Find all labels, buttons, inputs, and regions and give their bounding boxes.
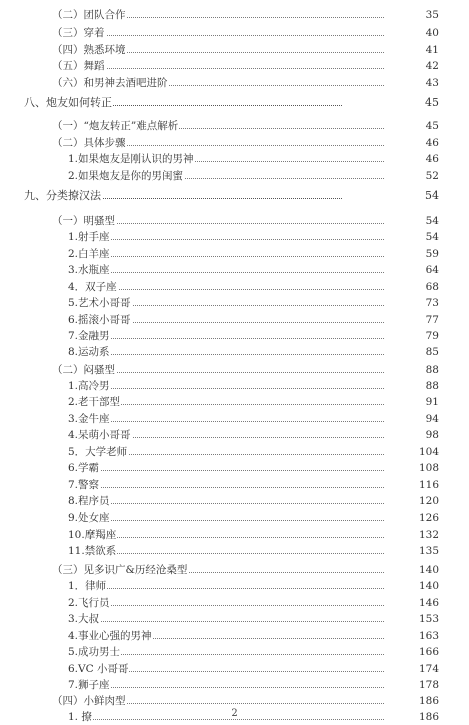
- toc-entry-title: 3.金牛座: [68, 413, 110, 425]
- toc-entry-title: （四）熟悉环境: [52, 44, 126, 56]
- toc-entry-page: 46: [425, 153, 439, 165]
- toc-entry[interactable]: [0, 312, 469, 328]
- toc-entry-page: 54: [425, 189, 439, 202]
- toc-entry-title: 2.飞行员: [68, 597, 110, 609]
- toc-leader-dots: [68, 470, 384, 471]
- toc-entry[interactable]: [0, 644, 469, 660]
- toc-entry[interactable]: [0, 151, 469, 167]
- toc-entry-title: 6.VC 小哥哥: [68, 663, 129, 675]
- toc-entry-page: 186: [418, 695, 439, 707]
- toc-entry[interactable]: [0, 493, 469, 509]
- toc-entry[interactable]: [0, 527, 469, 543]
- toc-entry-title: 八、炮友如何转正: [24, 96, 112, 109]
- toc-entry[interactable]: [0, 328, 469, 344]
- toc-entry-page: 79: [425, 330, 439, 342]
- toc-entry-page: 140: [418, 580, 439, 592]
- toc-entry[interactable]: [0, 460, 469, 476]
- toc-leader-dots: [68, 605, 384, 606]
- toc-entry-title: 9.处女座: [68, 512, 110, 524]
- toc-entry-page: 120: [418, 495, 439, 507]
- toc-entry-page: 91: [425, 396, 439, 408]
- toc-entry-title: （四）小鲜肉型: [52, 695, 126, 707]
- toc-entry[interactable]: [0, 611, 469, 627]
- toc-entry[interactable]: [0, 229, 469, 245]
- toc-entry-page: 132: [418, 529, 439, 541]
- toc-entry[interactable]: [0, 7, 469, 23]
- toc-entry-title: 8.运动系: [68, 346, 110, 358]
- toc-entry-page: 68: [425, 281, 439, 293]
- toc-entry-page: 54: [425, 215, 439, 227]
- toc-entry-page: 41: [425, 44, 439, 56]
- toc-entry-title: （六）和男神去酒吧进阶: [52, 77, 168, 89]
- toc-entry[interactable]: [0, 58, 469, 74]
- toc-entry[interactable]: [0, 378, 469, 394]
- toc-leader-dots: [68, 503, 384, 504]
- toc-entry-page: 174: [418, 663, 439, 675]
- toc-entry[interactable]: [0, 427, 469, 443]
- toc-entry[interactable]: [0, 118, 469, 134]
- toc-entry-title: 7.警察: [68, 479, 100, 491]
- toc-entry-page: 59: [425, 248, 439, 260]
- toc-entry[interactable]: [0, 578, 469, 594]
- toc-leader-dots: [68, 588, 384, 589]
- toc-entry-page: 77: [425, 314, 439, 326]
- toc-entry[interactable]: [0, 135, 469, 151]
- toc-leader-dots: [68, 621, 384, 622]
- toc-entry-page: 85: [425, 346, 439, 358]
- toc-entry-page: 64: [425, 264, 439, 276]
- toc-entry-title: 6.学霸: [68, 462, 100, 474]
- toc-entry-title: 1．律师: [68, 580, 107, 592]
- toc-entry[interactable]: [0, 677, 469, 693]
- toc-leader-dots: [68, 239, 384, 240]
- toc-entry-page: 45: [425, 96, 439, 109]
- toc-leader-dots: [68, 272, 384, 273]
- toc-entry-title: 7.金融男: [68, 330, 110, 342]
- toc-entry-page: 98: [425, 429, 439, 441]
- toc-entry[interactable]: [0, 75, 469, 91]
- toc-leader-dots: [68, 354, 384, 355]
- toc-entry-title: 4.事业心强的男神: [68, 630, 152, 642]
- toc-entry-page: 135: [418, 545, 439, 557]
- toc-entry-title: （三）穿着: [52, 27, 105, 39]
- toc-entry-page: 43: [425, 77, 439, 89]
- toc-entry-title: （五）舞蹈: [52, 60, 105, 72]
- toc-entry-title: 3.水瓶座: [68, 264, 110, 276]
- toc-entry-title: 5.成功男士: [68, 646, 121, 658]
- toc-leader-dots: [68, 520, 384, 521]
- toc-entry[interactable]: [0, 213, 469, 229]
- toc-entry-page: 88: [425, 380, 439, 392]
- toc-entry-page: 178: [418, 679, 439, 691]
- toc-entry-page: 73: [425, 297, 439, 309]
- toc-entry[interactable]: [0, 344, 469, 360]
- toc-entry[interactable]: [0, 168, 469, 184]
- toc-entry-title: （二）闷骚型: [52, 364, 115, 376]
- toc-entry-page: 104: [418, 446, 439, 458]
- toc-entry-title: 1.如果炮友是刚认识的男神: [68, 153, 194, 165]
- toc-entry-title: 4.呆萌小哥哥: [68, 429, 131, 441]
- toc-entry-page: 54: [425, 231, 439, 243]
- toc-entry-title: 10.摩羯座: [68, 529, 117, 541]
- toc-leader-dots: [68, 487, 384, 488]
- toc-entry-page: 42: [425, 60, 439, 72]
- toc-entry-page: 116: [418, 479, 439, 491]
- toc-entry-page: 153: [418, 613, 439, 625]
- toc-entry-title: （一）明骚型: [52, 215, 115, 227]
- toc-entry-title: （二）团队合作: [52, 9, 126, 21]
- toc-entry-title: 6.摇滚小哥哥: [68, 314, 131, 326]
- toc-entry-title: 2.如果炮友是你的男闺蜜: [68, 170, 184, 182]
- toc-entry[interactable]: [0, 246, 469, 262]
- toc-entry-title: 5．大学老师: [68, 446, 128, 458]
- toc-leader-dots: [68, 388, 384, 389]
- toc-entry[interactable]: [0, 661, 469, 677]
- toc-entry[interactable]: [0, 394, 469, 410]
- toc-leader-dots: [68, 338, 384, 339]
- toc-entry-page: 140: [418, 564, 439, 576]
- toc-entry-title: 1.高冷男: [68, 380, 110, 392]
- toc-entry[interactable]: [0, 595, 469, 611]
- toc-entry[interactable]: [0, 95, 469, 111]
- toc-entry[interactable]: [0, 295, 469, 311]
- toc-entry-title: 2.老干部型: [68, 396, 121, 408]
- toc-entry[interactable]: [0, 628, 469, 644]
- toc-entry-title: 11.禁欲系: [68, 545, 117, 557]
- toc-entry-title: 1. 撩: [68, 711, 92, 723]
- toc-entry[interactable]: [0, 279, 469, 295]
- toc-entry-title: 7.狮子座: [68, 679, 110, 691]
- page-number: 2: [231, 708, 238, 719]
- toc-entry-title: 1.射手座: [68, 231, 110, 243]
- toc-entry[interactable]: [0, 262, 469, 278]
- toc-entry-page: 126: [418, 512, 439, 524]
- toc-entry[interactable]: [0, 42, 469, 58]
- toc-entry-page: 40: [425, 27, 439, 39]
- toc-leader-dots: [68, 421, 384, 422]
- toc-entry-title: 8.程序员: [68, 495, 110, 507]
- toc-entry-title: （三）见多识广&历经沧桑型: [52, 564, 188, 576]
- toc-entry-title: 2.白羊座: [68, 248, 110, 260]
- toc-entry[interactable]: [0, 444, 469, 460]
- toc-leader-dots: [68, 719, 384, 720]
- toc-entry-page: 94: [425, 413, 439, 425]
- toc-entry-title: （二）具体步骤: [52, 137, 126, 149]
- toc-entry-page: 52: [425, 170, 439, 182]
- toc-entry[interactable]: [0, 510, 469, 526]
- toc-entry-page: 186: [418, 711, 439, 723]
- toc-entry[interactable]: [0, 693, 469, 709]
- toc-entry-page: 35: [425, 9, 439, 21]
- toc-entry[interactable]: [0, 362, 469, 378]
- toc-entry-title: 3.大叔: [68, 613, 100, 625]
- toc-entry-page: 163: [418, 630, 439, 642]
- toc-leader-dots: [68, 687, 384, 688]
- toc-entry[interactable]: [0, 411, 469, 427]
- toc-entry-title: 九、分类撩汉法: [24, 189, 101, 202]
- toc-entry[interactable]: [0, 562, 469, 578]
- toc-entry[interactable]: [0, 477, 469, 493]
- toc-entry-page: 46: [425, 137, 439, 149]
- toc-entry[interactable]: [0, 543, 469, 559]
- toc-entry-page: 88: [425, 364, 439, 376]
- toc-entry[interactable]: [0, 188, 469, 204]
- toc-entry-page: 166: [418, 646, 439, 658]
- toc-entry-page: 45: [425, 120, 439, 132]
- toc-entry[interactable]: [0, 25, 469, 41]
- toc-entry-page: 146: [418, 597, 439, 609]
- toc-entry-title: （一）“炮友转正”难点解析: [52, 120, 179, 132]
- toc-leader-dots: [68, 256, 384, 257]
- toc-entry-title: 5.艺术小哥哥: [68, 297, 131, 309]
- toc-entry-title: 4．双子座: [68, 281, 117, 293]
- toc-entry-page: 108: [418, 462, 439, 474]
